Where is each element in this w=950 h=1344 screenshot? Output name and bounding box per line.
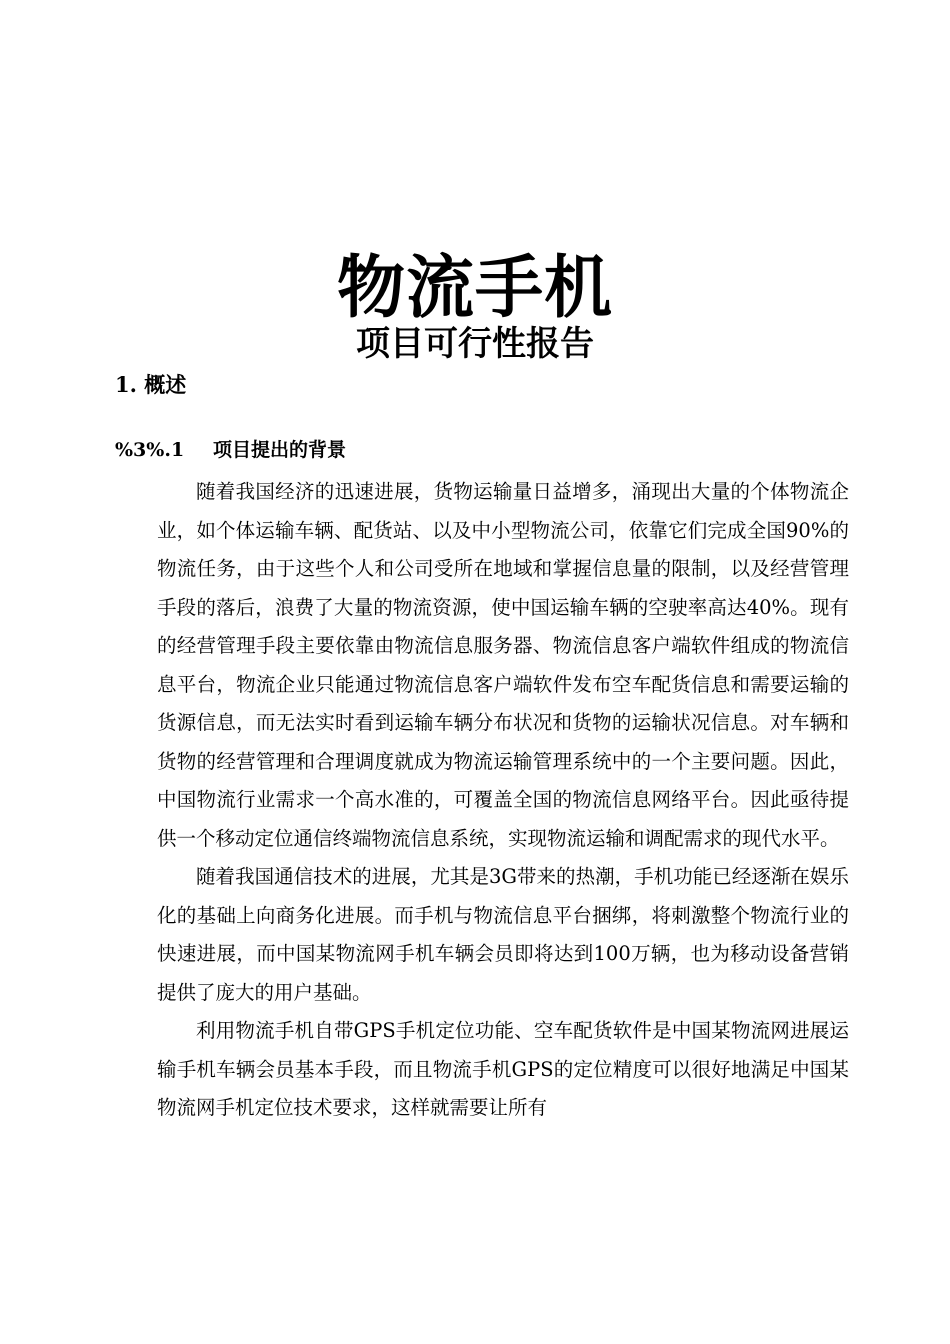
subsection-title: 项目提出的背景: [213, 439, 347, 461]
body-text: [157, 473, 849, 1128]
paragraph: 随着我国经济的迅速进展，货物运输量日益增多，涌现出大量的个体物流企业，如个体运输车辆、配货站、以及中小型物流公司，依靠它们完成全国90%的物流任务，由于这些个人和公司受所在地域和掌握信息量的限制，以及经营管理手段的落后，浪费了大量的物流资源，使中国运输车辆的空驶率高达40%。现有的经营管理手段主要依靠由物流信息服务器、物流信息客户端软件组成的物流信息平台，物流企业只能通过物流信息客户端软件发布空车配货信息和需要运输的货源信息，而无法实时看到运输车辆分布状况和货物的运输状况信息。对车辆和货物的经营管理和合理调度就成为物流运输管理系统中的一个主要问题。因此，中国物流行业需求一个高水准的，可覆盖全国的物流信息网络平台。因此亟待提供一个移动定位通信终端物流信息系统，实现物流运输和调配需求的现代水平。: [157, 480, 849, 850]
paragraph: 利用物流手机自带GPS手机定位功能、空车配货软件是中国某物流网进展运输手机车辆会员基本手段，而且物流手机GPS的定位精度可以很好地满足中国某物流网手机定位技术要求，这样就需要让所有: [157, 1019, 849, 1119]
paragraph: 随着我国通信技术的进展，尤其是3G带来的热潮，手机功能已经逐渐在娱乐化的基础上向商务化进展。而手机与物流信息平台捆绑，将刺激整个物流行业的快速进展，而中国某物流网手机车辆会员即将达到100万辆，也为移动设备营销提供了庞大的用户基础。: [157, 865, 849, 1004]
subsection-number: %3%.1: [115, 439, 185, 461]
document-subtitle: 项目可行性报告: [356, 324, 594, 364]
subsection-heading: [115, 436, 346, 464]
document-title: 物流手机: [336, 248, 613, 328]
section-heading: 1. 概述: [115, 372, 187, 397]
